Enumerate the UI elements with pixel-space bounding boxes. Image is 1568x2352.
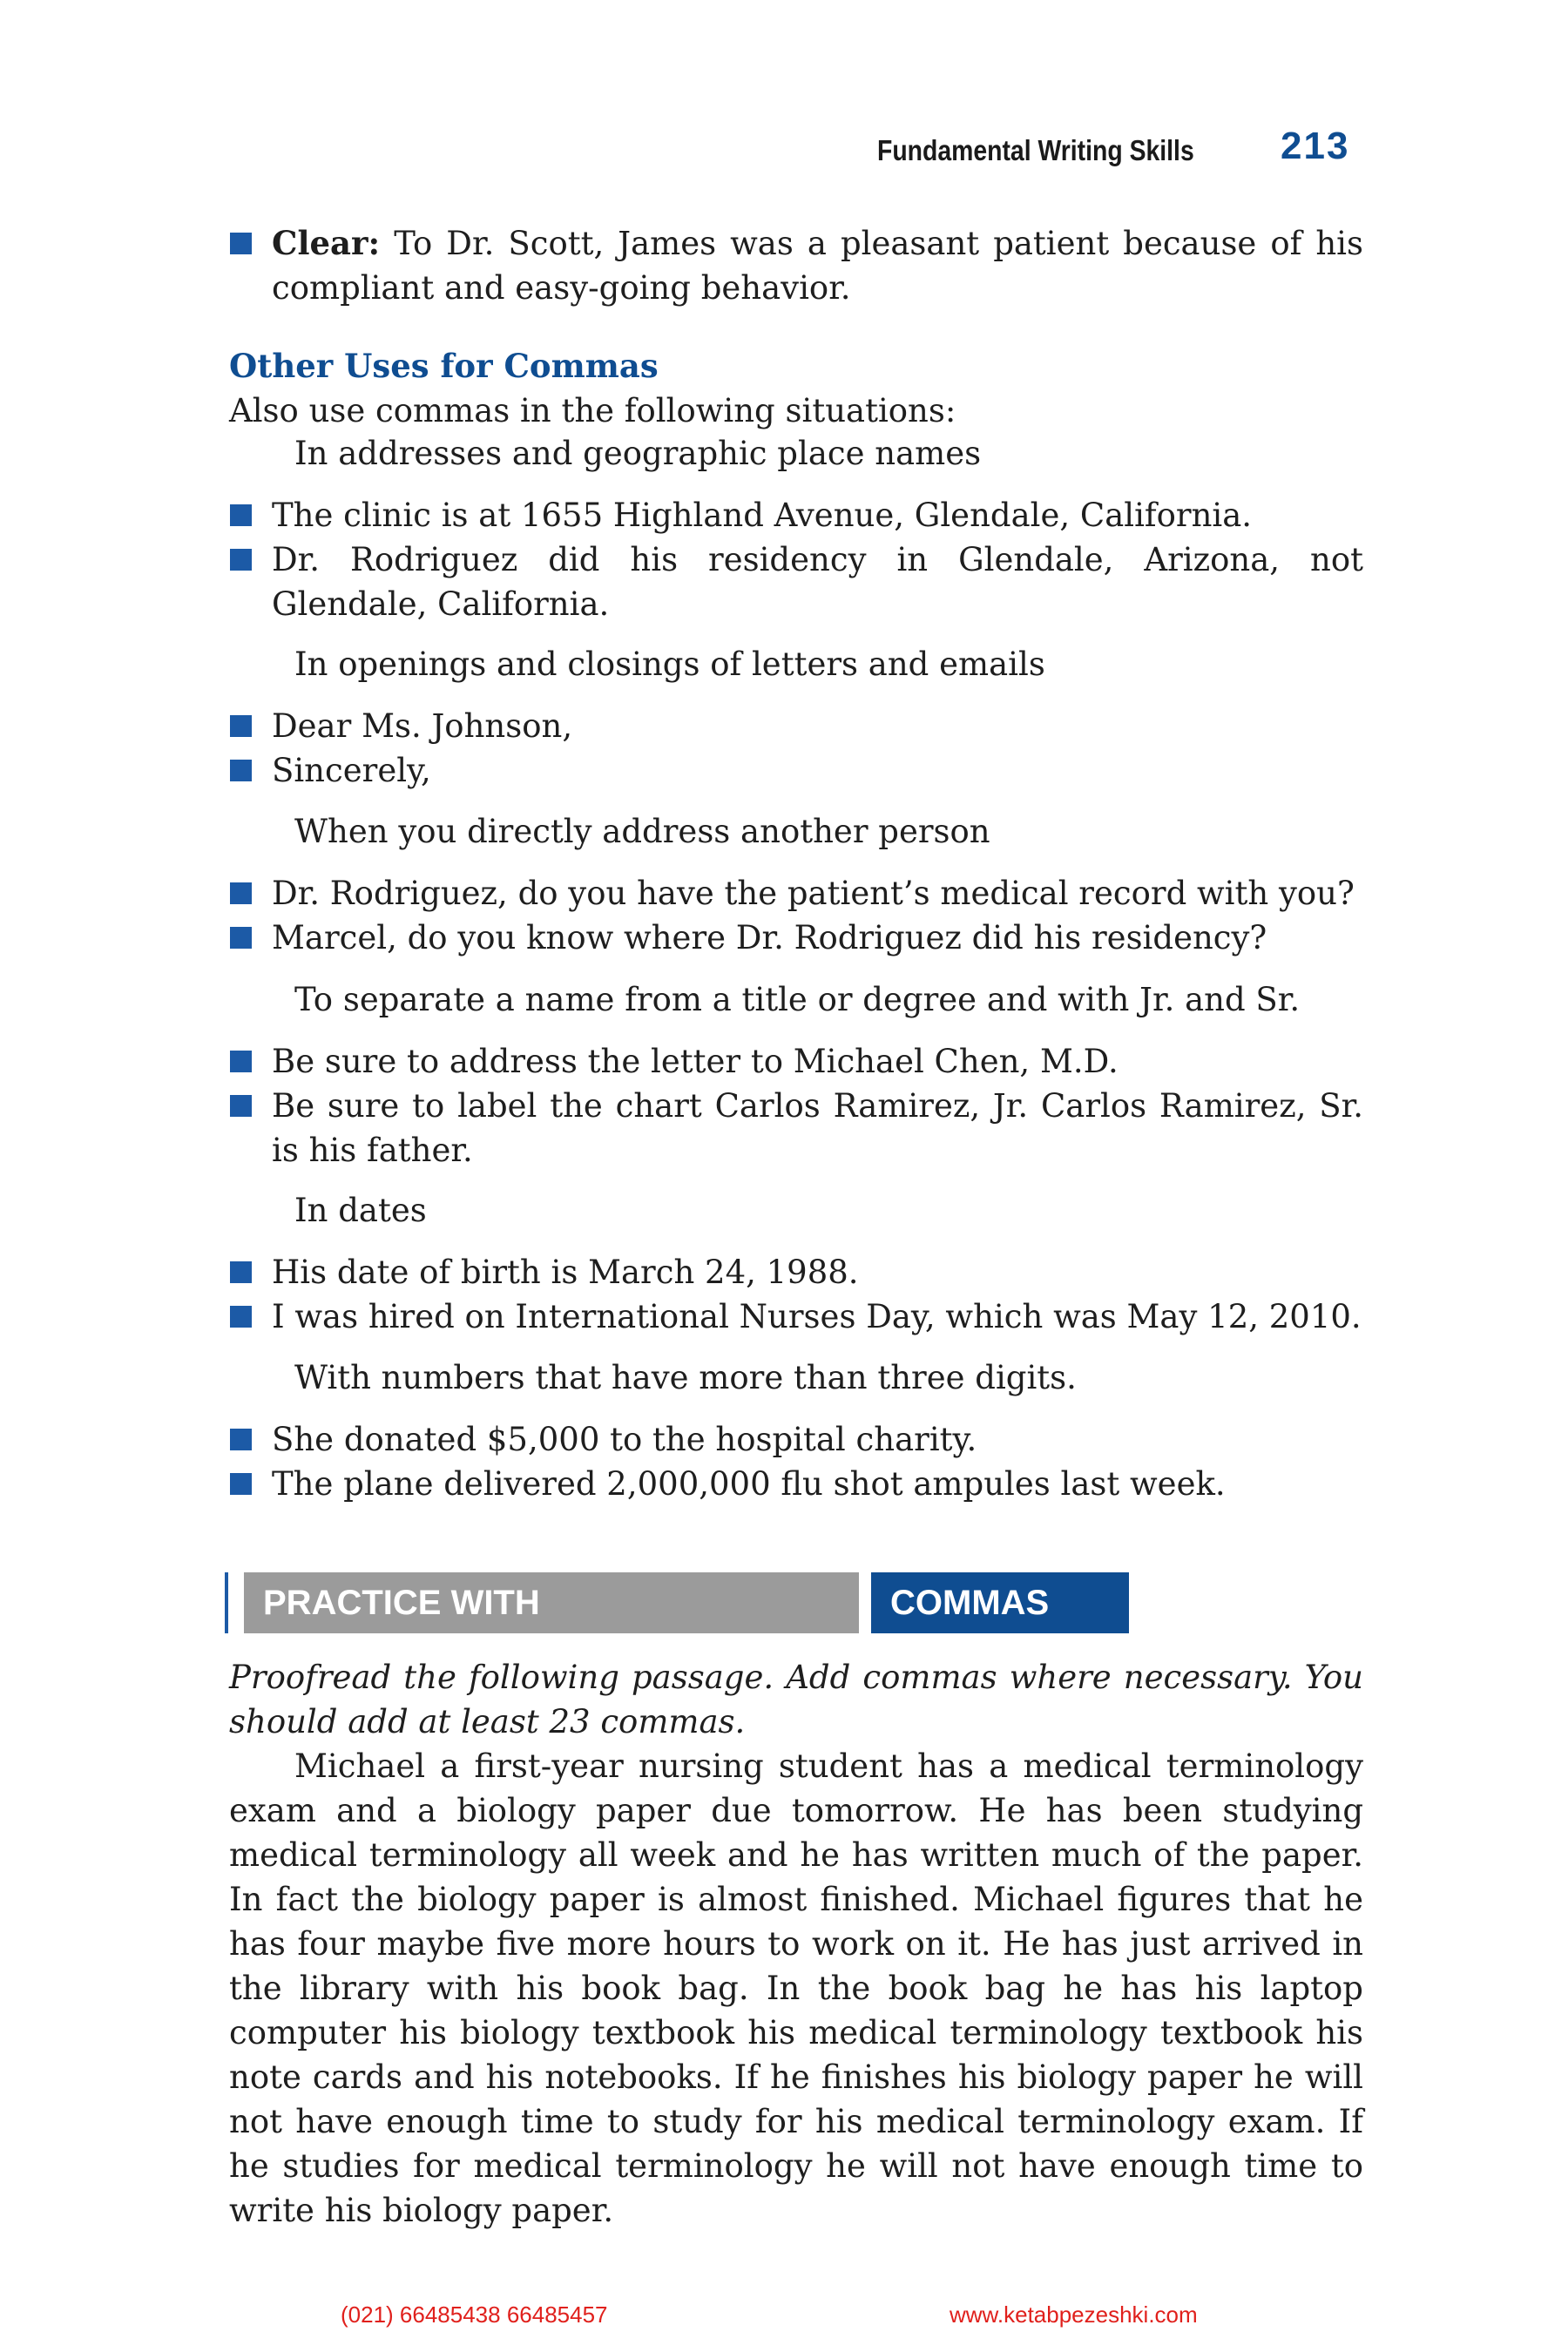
other-uses-section xyxy=(229,344,1363,433)
list-item-text: The plane delivered 2,000,000 flu shot ampules last week. xyxy=(272,1465,1226,1503)
list-item-text: The clinic is at 1655 Highland Avenue, Glendale, California. xyxy=(272,497,1253,534)
section-title: Fundamental Writing Skills xyxy=(877,134,1194,166)
bullet-list xyxy=(229,1417,1363,1506)
square-bullet-icon xyxy=(230,1261,252,1283)
square-bullet-icon xyxy=(230,549,252,571)
example-text: To Dr. Scott, James was a pleasant patient because of his compliant and easy-going behavior. xyxy=(272,225,1363,307)
square-bullet-icon xyxy=(230,233,252,254)
group-lead: When you directly address another person xyxy=(294,813,990,850)
list-item-text: Be sure to label the chart Carlos Ramirez, Jr. Carlos Ramirez, Sr. is his father. xyxy=(272,1087,1363,1169)
list-item xyxy=(229,704,1363,748)
square-bullet-icon xyxy=(230,882,252,904)
square-bullet-icon xyxy=(230,715,252,737)
list-item xyxy=(229,916,1363,960)
list-item xyxy=(229,493,1363,537)
list-item-text: Dr. Rodriguez did his residency in Glendale, Arizona, not Glendale, California. xyxy=(272,541,1363,623)
list-item-text: I was hired on International Nurses Day, which was May 12, 2010. xyxy=(272,1298,1362,1335)
group-lead: In addresses and geographic place names xyxy=(294,435,982,472)
list-item-text: Marcel, do you know where Dr. Rodriguez did his residency? xyxy=(272,919,1267,956)
bullet-list xyxy=(229,1250,1363,1339)
clear-example xyxy=(229,221,1363,310)
square-bullet-icon xyxy=(230,1306,252,1328)
practice-banner xyxy=(225,1572,1050,1633)
square-bullet-icon xyxy=(230,1051,252,1072)
list-item-text: Sincerely, xyxy=(272,752,431,789)
section-heading: Other Uses for Commas xyxy=(229,347,659,385)
list-item xyxy=(229,871,1363,916)
page-number: 213 xyxy=(1281,125,1350,167)
practice-body xyxy=(229,1655,1363,2233)
bullet-list xyxy=(229,871,1363,960)
footer-website: www.ketabpezeshki.com xyxy=(950,2301,1198,2328)
footer-phone: (021) 66485438 66485457 xyxy=(341,2301,608,2328)
square-bullet-icon xyxy=(230,504,252,526)
practice-topic: COMMAS xyxy=(871,1572,1129,1633)
list-item xyxy=(229,1250,1363,1294)
list-item-text: She donated $5,000 to the hospital charity. xyxy=(272,1421,977,1458)
list-item xyxy=(229,221,1363,310)
list-item xyxy=(229,1084,1363,1173)
list-item xyxy=(229,1039,1363,1084)
practice-label: PRACTICE WITH xyxy=(244,1572,859,1633)
group-lead: With numbers that have more than three digits. xyxy=(294,1359,1077,1396)
square-bullet-icon xyxy=(230,760,252,781)
banner-rule xyxy=(225,1572,228,1633)
list-item xyxy=(229,1462,1363,1506)
list-item-text: His date of birth is March 24, 1988. xyxy=(272,1254,859,1291)
practice-passage: Michael a first-year nursing student has a medical terminology exam and a biology paper due tomorrow. He has been studying medical terminology all week and he has written much of the paper. In fact the biology paper is almost finished. Michael figures that he has four maybe five more hours to work on it. He has just arrived in the library with his book bag. In the book bag he has his laptop computer his biology textbook his medical terminology textbook his note cards and his notebooks. If he finishes his biology paper he will not have enough time to study for his medical terminology exam. If he studies for medical terminology he will not have enough time to write his biology paper. xyxy=(229,1747,1363,2229)
square-bullet-icon xyxy=(230,1429,252,1450)
practice-instructions: Proofread the following passage. Add commas where necessary. You should add at least 23 commas. xyxy=(229,1659,1363,1740)
list-item-text: Be sure to address the letter to Michael Chen, M.D. xyxy=(272,1043,1119,1080)
group-lead: To separate a name from a title or degree and with Jr. and Sr. xyxy=(294,981,1301,1018)
example-label: Clear: xyxy=(272,224,381,262)
list-item xyxy=(229,1417,1363,1462)
bullet-list xyxy=(229,704,1363,793)
square-bullet-icon xyxy=(230,927,252,949)
section-intro: Also use commas in the following situations: xyxy=(229,392,956,429)
list-item xyxy=(229,1294,1363,1339)
list-item-text: Dr. Rodriguez, do you have the patient’s medical record with you? xyxy=(272,875,1355,912)
list-item xyxy=(229,537,1363,626)
square-bullet-icon xyxy=(230,1095,252,1117)
list-item-text: Dear Ms. Johnson, xyxy=(272,707,573,745)
group-lead: In dates xyxy=(294,1192,427,1229)
group-lead: In openings and closings of letters and emails xyxy=(294,645,1045,683)
square-bullet-icon xyxy=(230,1473,252,1495)
bullet-list xyxy=(229,1039,1363,1173)
bullet-list xyxy=(229,493,1363,626)
list-item xyxy=(229,748,1363,793)
